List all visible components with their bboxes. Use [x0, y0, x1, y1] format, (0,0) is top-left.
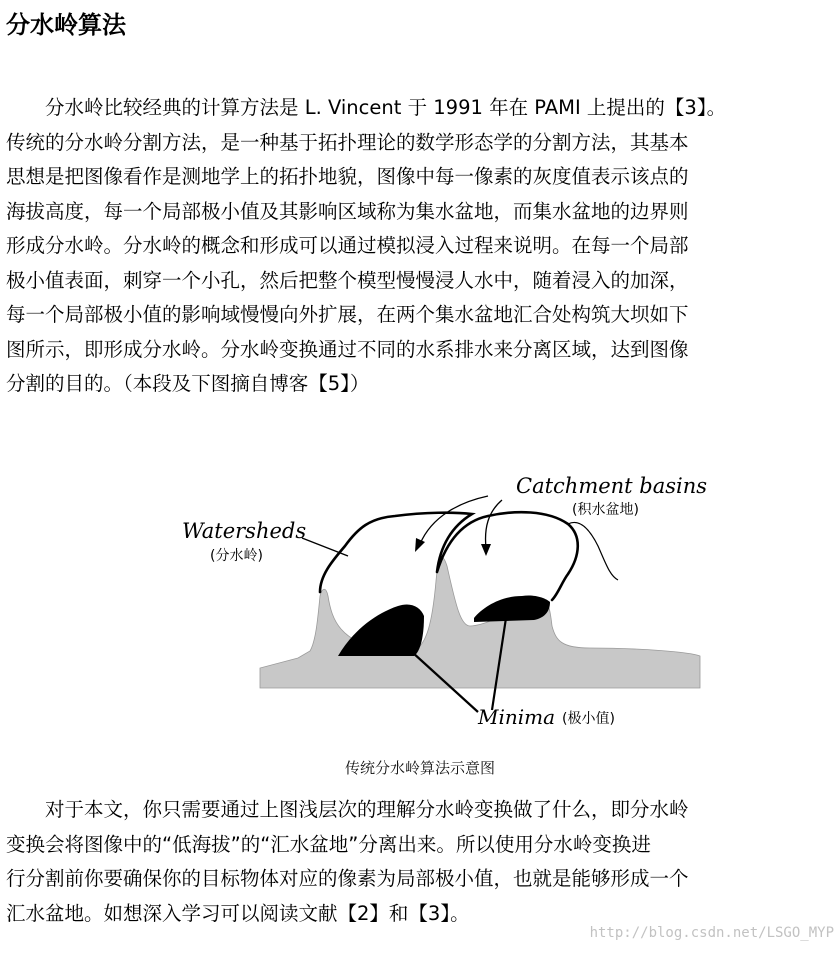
paragraph-line: 汇水盆地。如想深入学习可以阅读文献【2】和【3】。: [6, 901, 470, 925]
right-basin: [474, 595, 550, 622]
paragraph-usage: [6, 793, 834, 931]
paragraph-line: 分水岭比较经典的计算方法是 L. Vincent 于 1991 年在 PAMI 上提出的【3】。: [6, 96, 727, 119]
figure-caption: 传统分水岭算法示意图: [344, 759, 495, 777]
paragraph-line: 海拔高度，每一个局部极小值及其影响区域称为集水盆地，而集水盆地的边界则: [6, 199, 689, 223]
watershed-diagram: [170, 466, 710, 756]
arrow-head: [481, 544, 491, 556]
catchment-label: Catchment basins: [516, 474, 708, 498]
minima-cn-label: (极小值): [562, 711, 615, 727]
left-basin: [338, 604, 424, 656]
paragraph-intro: [6, 91, 834, 402]
watersheds-label: Watersheds: [182, 519, 307, 543]
watersheds-pointer: [302, 538, 348, 556]
arrow-head: [415, 538, 425, 552]
watermark: http://blog.csdn.net/LSGO_MYP: [589, 925, 834, 941]
paragraph-line: 思想是把图像看作是测地学上的拓扑地貌，图像中每一像素的灰度值表示该点的: [6, 165, 689, 188]
minima-label: Minima: [478, 705, 556, 729]
paragraph-line: 变换会将图像中的“低海拔”的“汇水盆地”分离出来。所以使用分水岭变换进: [6, 832, 651, 856]
paragraph-line: 行分割前你要确保你的目标物体对应的像素为局部极小值，也就是能够形成一个: [6, 867, 689, 890]
catchment-cn-label: (积水盆地): [572, 502, 639, 518]
paragraph-line: 极小值表面，刺穿一个小孔，然后把整个模型慢慢浸人水中，随着浸入的加深，: [6, 268, 689, 292]
paragraph-line: 图所示，即形成分水岭。分水岭变换通过不同的水系排水来分离区域，达到图像: [6, 337, 689, 361]
catchment-arrow-right: [486, 500, 502, 548]
paragraph-line: 传统的分水岭分割方法，是一种基于拓扑理论的数学形态学的分割方法，其基本: [6, 130, 689, 154]
paragraph-line: 对于本文，你只需要通过上图浅层次的理解分水岭变换做了什么，即分水岭: [6, 798, 689, 821]
watersheds-cn-label: (分水岭): [210, 548, 263, 564]
paragraph-line: 每一个局部极小值的影响域慢慢向外扩展，在两个集水盆地汇合处构筑大坝如下: [6, 303, 689, 326]
terrain-surface: [260, 558, 700, 688]
paragraph-line: 分割的目的。（本段及下图摘自博客【5】）: [6, 372, 370, 395]
paragraph-line: 形成分水岭。分水岭的概念和形成可以通过模拟浸入过程来说明。在每一个局部: [6, 234, 689, 257]
article-title: 分水岭算法: [6, 11, 126, 39]
